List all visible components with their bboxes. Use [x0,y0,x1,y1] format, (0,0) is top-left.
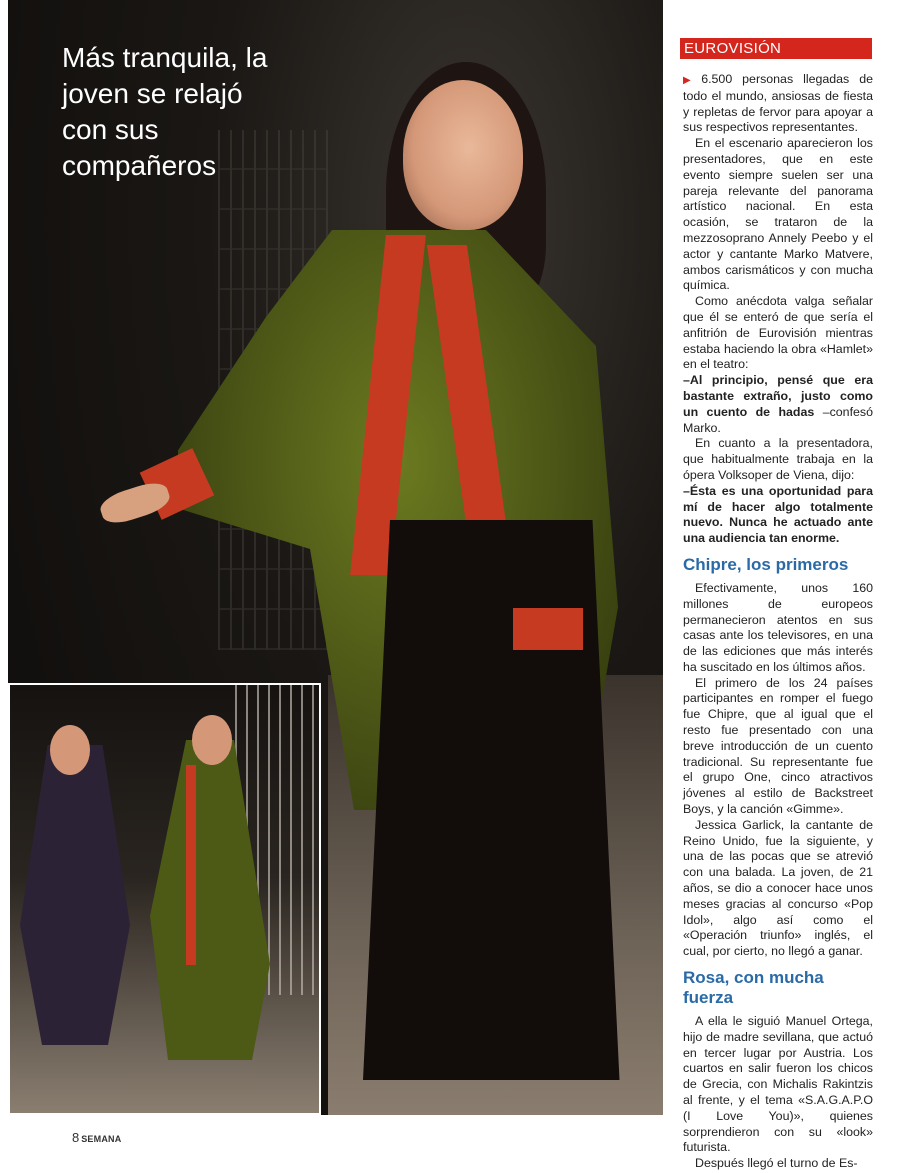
article-paragraph: En cuanto a la presentadora, que habitualmente trabaja en la ópera Volksoper de Viena, dijo: [683,436,873,482]
article-paragraph: A ella le siguió Manuel Ortega, hijo de madre sevillana, que actuó en tercer lugar por Austria. Los cuartos en salir fueron los chicos de Grecia, con Michalis Rakintzis al frente, y el tema «S.A.G.A.P.O (I Love You)», quienes sorprendieron con su «look» futurista. [683,1014,873,1155]
article-paragraph: El primero de los 24 países participantes en romper el fuego fue Chipre, que al igual que el resto fue presentado con una breve introducción de un cuento tradicional. Su representante fue el grupo One, cinco atractivos jóvenes al estilo de Backstreet Boys, y la canción «Gimme». [683,675,873,817]
article-paragraph: Después llegó el turno de Es- [695,1156,858,1171]
article-paragraph [683,72,873,136]
magazine-brand: SEMANA [81,1134,122,1144]
lead-text: 6.500 personas llegadas de todo el mundo, ansiosas de fiesta y repletas de fervor para apoyar a sus respectivos representantes. [683,72,873,135]
quote-text: –Al principio, pensé que era bastante extraño, justo como un cuento de hadas [683,373,873,419]
photo-caption: Más tranquila, la joven se relajó con sus compañeros [62,42,268,181]
section-label: EUROVISIÓN [680,38,872,59]
quote-paragraph: –Ésta es una oportunidad para mí de hacer algo totalmente nuevo. Nunca he actuado ante una audiencia tan enorme. [683,483,873,546]
inset-face-left [50,725,90,775]
woman-face [403,80,523,230]
inset-photo [8,683,321,1115]
inset-face-right [192,715,232,765]
subheading: Rosa, con mucha fuerza [683,968,824,1008]
quote-attribution: –confesó Marko. [683,404,873,435]
article-paragraph: Jessica Garlick, la cantante de Reino Unido, fue la siguiente, y una de las pocas que se atrevió con una balada. La joven, de 21 años, se dio a conocer hace unos meses gracias al concurso «Pop Idol», algo así como el «Operación triunfo» inglés, el cual, por cierto, no llegó a ganar. [683,817,873,959]
article-paragraph: Como anécdota valga señalar que él se enteró de que sería el anfitrión de Eurovisión mientras estaba haciendo la obra «Hamlet» en el teatro: [683,294,873,372]
article-paragraph: Efectivamente, unos 160 millones de europeos permanecieron atentos en sus casas ante los televisores, en una de las ediciones que más interés ha suscitado en los últimos años. [683,580,873,674]
arrow-right-icon: ▶ [683,75,698,86]
coat-cuff-right [513,608,583,650]
inset-person-left [20,745,130,1045]
inset-coat-lapel [186,765,196,965]
article-column [683,72,873,1172]
quote-paragraph [683,373,873,436]
subheading: Chipre, los primeros [683,554,849,574]
page-folio [72,1130,121,1145]
outstretched-hand [97,478,173,528]
page-number: 8 [72,1130,80,1145]
black-dress [363,520,633,1080]
article-paragraph: En el escenario aparecieron los presentadores, que en este evento siempre suelen ser una pareja relevante del panorama artístico nacional. En esta ocasión, se trataron de la mezzosoprano Annely Peebo y el actor y cantante Marko Matvere, ambos carismáticos y con mucha química. [683,136,873,293]
